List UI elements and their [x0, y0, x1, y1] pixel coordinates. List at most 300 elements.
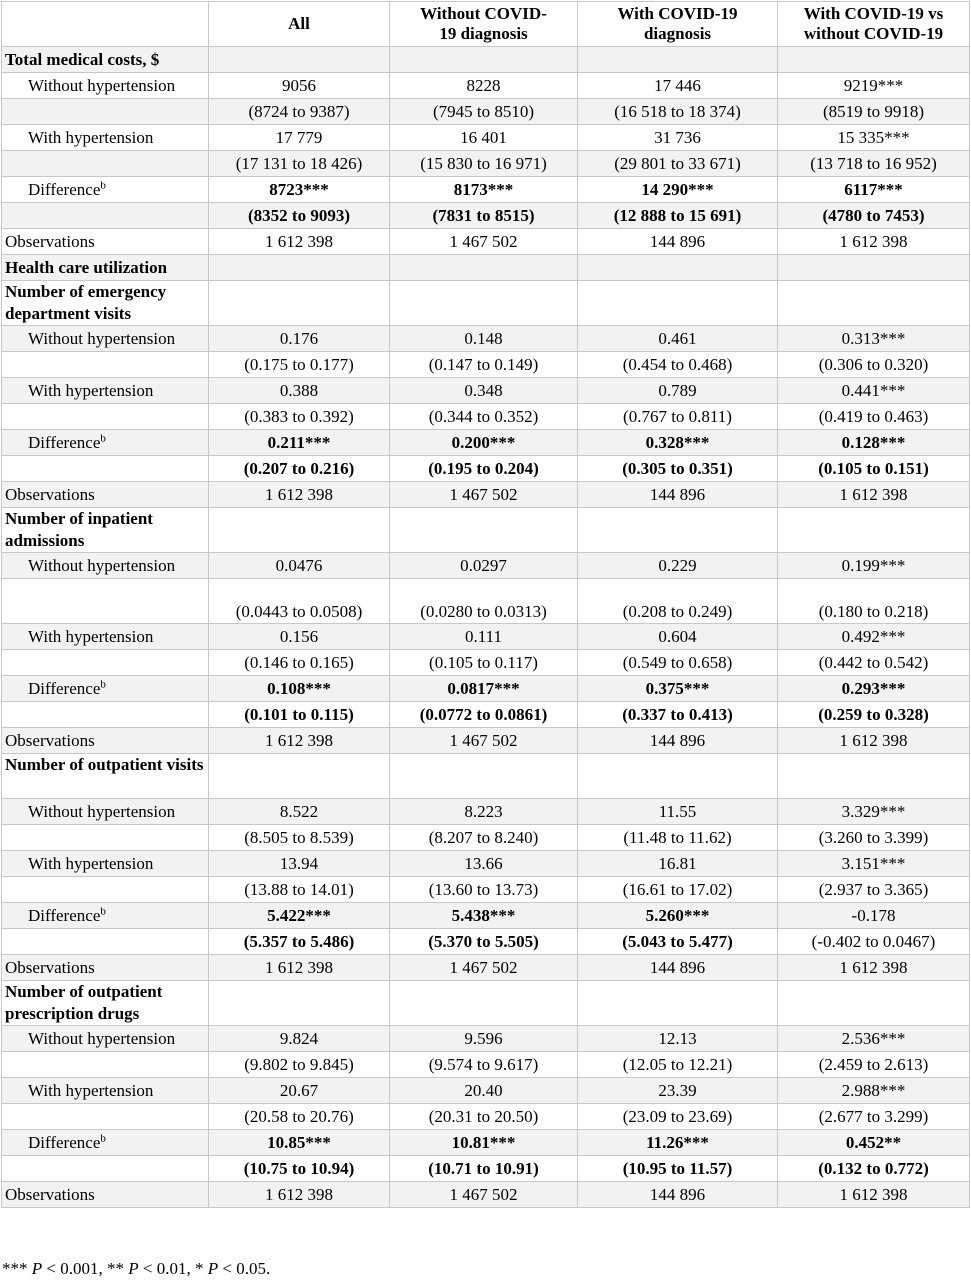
- table-cell: (16.61 to 17.02): [578, 877, 778, 903]
- table-cell: (20.31 to 20.50): [390, 1104, 578, 1130]
- table-row: [2, 728, 970, 754]
- table-cell: (9.802 to 9.845): [209, 1052, 390, 1078]
- empty-cell: [578, 508, 778, 553]
- empty-cell: [578, 754, 778, 799]
- row-label-text: Difference: [28, 1132, 101, 1152]
- table-cell: -0.178: [778, 903, 970, 929]
- table-cell: 0.604: [578, 624, 778, 650]
- table-cell: (8352 to 9093): [209, 203, 390, 229]
- row-label: [2, 702, 209, 728]
- table-cell: 11.26***: [578, 1130, 778, 1156]
- table-cell: 3.329***: [778, 799, 970, 825]
- row-label-text: Observations: [5, 484, 95, 504]
- table-cell: (13 718 to 16 952): [778, 151, 970, 177]
- table-cell: (0.305 to 0.351): [578, 456, 778, 482]
- table-cell: 1 612 398: [778, 229, 970, 255]
- table-cell: 8.522: [209, 799, 390, 825]
- significance-footnote: [2, 1258, 270, 1280]
- footnote-part: < 0.01, *: [138, 1259, 208, 1278]
- table-cell: 1 612 398: [209, 229, 390, 255]
- table-cell: 1 467 502: [390, 728, 578, 754]
- row-label: [2, 1182, 209, 1208]
- table-row: [2, 125, 970, 151]
- row-label: [2, 482, 209, 508]
- table-row: [2, 352, 970, 378]
- table-row: [2, 1026, 970, 1052]
- table-row: [2, 229, 970, 255]
- table-cell: (0.105 to 0.151): [778, 456, 970, 482]
- table-cell: (4780 to 7453): [778, 203, 970, 229]
- table-cell: (0.344 to 0.352): [390, 404, 578, 430]
- table-cell: (0.0772 to 0.0861): [390, 702, 578, 728]
- table-cell: 9219***: [778, 73, 970, 99]
- table-row: [2, 1130, 970, 1156]
- section-row: [2, 754, 970, 799]
- table-cell: (5.370 to 5.505): [390, 929, 578, 955]
- table-cell: 0.0817***: [390, 676, 578, 702]
- header-line: With COVID-19 vs: [803, 4, 944, 23]
- table-row: [2, 903, 970, 929]
- table-row: [2, 1104, 970, 1130]
- table-cell: 0.388: [209, 378, 390, 404]
- table-cell: (0.101 to 0.115): [209, 702, 390, 728]
- row-label: [2, 825, 209, 851]
- table-cell: 0.789: [578, 378, 778, 404]
- row-label-text: Number of emergency department visits: [5, 282, 167, 323]
- table-cell: 0.313***: [778, 326, 970, 352]
- table-cell: 5.422***: [209, 903, 390, 929]
- row-label: [2, 378, 209, 404]
- row-label: [2, 456, 209, 482]
- row-label-text: Number of outpatient prescription drugs: [5, 982, 163, 1023]
- header-line: All: [288, 14, 310, 33]
- table-cell: (0.259 to 0.328): [778, 702, 970, 728]
- table-cell: 2.988***: [778, 1078, 970, 1104]
- table-cell: (8.505 to 8.539): [209, 825, 390, 851]
- table-cell: (0.195 to 0.204): [390, 456, 578, 482]
- table-cell: (0.549 to 0.658): [578, 650, 778, 676]
- table-cell: (-0.402 to 0.0467): [778, 929, 970, 955]
- table-cell: (0.175 to 0.177): [209, 352, 390, 378]
- footnote-marker: b: [100, 1131, 106, 1144]
- table-cell: 1 612 398: [778, 482, 970, 508]
- table-cell: 0.293***: [778, 676, 970, 702]
- table-cell: 2.536***: [778, 1026, 970, 1052]
- table-cell: (10.71 to 10.91): [390, 1156, 578, 1182]
- row-label: [2, 430, 209, 456]
- table-cell: 3.151***: [778, 851, 970, 877]
- row-label-text: Number of outpatient visits: [5, 755, 204, 774]
- row-label-text: Difference: [28, 678, 101, 698]
- table-cell: (8724 to 9387): [209, 99, 390, 125]
- table-cell: 13.94: [209, 851, 390, 877]
- row-label: [2, 1130, 209, 1156]
- table-cell: 1 467 502: [390, 229, 578, 255]
- table-cell: 144 896: [578, 1182, 778, 1208]
- row-label-text: Health care utilization: [5, 257, 168, 277]
- table-cell: 9.596: [390, 1026, 578, 1052]
- table-row: [2, 877, 970, 903]
- row-label: [2, 624, 209, 650]
- table-cell: (17 131 to 18 426): [209, 151, 390, 177]
- footnote-marker: b: [100, 904, 106, 917]
- empty-cell: [778, 754, 970, 799]
- table-cell: (2.677 to 3.299): [778, 1104, 970, 1130]
- table-row: [2, 326, 970, 352]
- table-cell: (0.147 to 0.149): [390, 352, 578, 378]
- row-label: [2, 676, 209, 702]
- table-cell: 1 612 398: [209, 728, 390, 754]
- table-cell: 1 612 398: [778, 728, 970, 754]
- table-row: [2, 799, 970, 825]
- empty-cell: [209, 281, 390, 326]
- table-cell: 0.441***: [778, 378, 970, 404]
- footnote-part: ***: [2, 1259, 32, 1278]
- table-cell: (0.180 to 0.218): [778, 579, 970, 624]
- table-row: [2, 1052, 970, 1078]
- table-row: [2, 825, 970, 851]
- table-cell: 31 736: [578, 125, 778, 151]
- section-label: [2, 47, 209, 73]
- table-cell: (0.383 to 0.392): [209, 404, 390, 430]
- table-row: [2, 482, 970, 508]
- table-cell: (2.459 to 2.613): [778, 1052, 970, 1078]
- table-row: [2, 456, 970, 482]
- empty-cell: [578, 255, 778, 281]
- row-label-text: Total medical costs, $: [5, 49, 160, 69]
- table-cell: 8723***: [209, 177, 390, 203]
- table-row: [2, 851, 970, 877]
- table-cell: 0.452**: [778, 1130, 970, 1156]
- section-label: [2, 281, 209, 326]
- table-row: [2, 203, 970, 229]
- empty-cell: [390, 981, 578, 1026]
- row-label-text: Without hypertension: [28, 801, 176, 821]
- table-cell: 5.438***: [390, 903, 578, 929]
- row-label: [2, 1026, 209, 1052]
- footnote-marker: b: [100, 178, 106, 191]
- empty-cell: [390, 281, 578, 326]
- row-label: [2, 177, 209, 203]
- row-label-text: Observations: [5, 231, 95, 251]
- table-cell: 1 467 502: [390, 482, 578, 508]
- row-label: [2, 1104, 209, 1130]
- row-label-text: With hypertension: [28, 127, 154, 147]
- row-label-text: With hypertension: [28, 853, 154, 873]
- table-cell: (15 830 to 16 971): [390, 151, 578, 177]
- row-label: [2, 1156, 209, 1182]
- table-row: [2, 151, 970, 177]
- row-label: [2, 352, 209, 378]
- row-label-text: Observations: [5, 957, 95, 977]
- row-label-text: With hypertension: [28, 380, 154, 400]
- footnote-part: P: [31, 1259, 43, 1278]
- table-cell: 1 612 398: [209, 955, 390, 981]
- table-cell: (5.357 to 5.486): [209, 929, 390, 955]
- results-table: [1, 1, 970, 1208]
- row-label: [2, 404, 209, 430]
- table-body: [2, 47, 970, 1208]
- table-cell: 1 467 502: [390, 1182, 578, 1208]
- empty-cell: [778, 47, 970, 73]
- table-cell: (20.58 to 20.76): [209, 1104, 390, 1130]
- row-label: [2, 203, 209, 229]
- row-label-text: Number of inpatient admissions: [5, 509, 153, 550]
- table-cell: 9.824: [209, 1026, 390, 1052]
- table-cell: (12 888 to 15 691): [578, 203, 778, 229]
- row-label: [2, 728, 209, 754]
- row-label-text: Without hypertension: [28, 328, 176, 348]
- table-cell: 0.176: [209, 326, 390, 352]
- table-cell: 23.39: [578, 1078, 778, 1104]
- table-cell: (7945 to 8510): [390, 99, 578, 125]
- table-cell: 5.260***: [578, 903, 778, 929]
- empty-cell: [390, 47, 578, 73]
- table-cell: (3.260 to 3.399): [778, 825, 970, 851]
- row-label-text: Difference: [28, 179, 101, 199]
- table-row: [2, 378, 970, 404]
- table-cell: (0.419 to 0.463): [778, 404, 970, 430]
- row-label-text: With hypertension: [28, 1080, 154, 1100]
- table-row: [2, 430, 970, 456]
- empty-cell: [578, 281, 778, 326]
- table-cell: 1 612 398: [778, 1182, 970, 1208]
- table-cell: (8519 to 9918): [778, 99, 970, 125]
- table-cell: (8.207 to 8.240): [390, 825, 578, 851]
- table-cell: 10.85***: [209, 1130, 390, 1156]
- table-cell: 0.148: [390, 326, 578, 352]
- table-row: [2, 1156, 970, 1182]
- row-label: [2, 553, 209, 579]
- table-cell: 1 612 398: [209, 1182, 390, 1208]
- table-cell: 0.211***: [209, 430, 390, 456]
- table-cell: 17 779: [209, 125, 390, 151]
- table-cell: (11.48 to 11.62): [578, 825, 778, 851]
- row-label-text: Without hypertension: [28, 1028, 176, 1048]
- empty-cell: [209, 47, 390, 73]
- table-cell: 6117***: [778, 177, 970, 203]
- section-label: [2, 754, 209, 799]
- table-cell: 0.0476: [209, 553, 390, 579]
- footnote-marker: b: [100, 677, 106, 690]
- table-cell: 0.200***: [390, 430, 578, 456]
- table-cell: 12.13: [578, 1026, 778, 1052]
- table-cell: 0.108***: [209, 676, 390, 702]
- table-cell: (0.454 to 0.468): [578, 352, 778, 378]
- row-label: [2, 73, 209, 99]
- table-cell: 0.492***: [778, 624, 970, 650]
- footnote-part: P: [128, 1259, 139, 1278]
- section-row: [2, 255, 970, 281]
- table-row: [2, 553, 970, 579]
- empty-cell: [390, 508, 578, 553]
- table-cell: 144 896: [578, 229, 778, 255]
- table-row: [2, 624, 970, 650]
- table-cell: 8173***: [390, 177, 578, 203]
- table-cell: 0.229: [578, 553, 778, 579]
- empty-cell: [778, 981, 970, 1026]
- table-cell: 0.128***: [778, 430, 970, 456]
- header-line: Without COVID-: [420, 4, 547, 23]
- table-cell: (0.208 to 0.249): [578, 579, 778, 624]
- empty-cell: [778, 508, 970, 553]
- table-cell: (0.0280 to 0.0313): [390, 579, 578, 624]
- empty-cell: [209, 508, 390, 553]
- row-label: [2, 99, 209, 125]
- header-cell-comparison: [778, 2, 970, 47]
- row-label-text: Observations: [5, 1184, 95, 1204]
- row-label-text: With hypertension: [28, 626, 154, 646]
- table-cell: 144 896: [578, 728, 778, 754]
- header-line: without COVID-19: [803, 24, 944, 43]
- row-label-text: Difference: [28, 432, 101, 452]
- row-label: [2, 125, 209, 151]
- header-row: [2, 2, 970, 47]
- table-cell: 1 467 502: [390, 955, 578, 981]
- table-cell: (0.306 to 0.320): [778, 352, 970, 378]
- row-label: [2, 929, 209, 955]
- table-cell: 0.0297: [390, 553, 578, 579]
- table-cell: (0.105 to 0.117): [390, 650, 578, 676]
- table-cell: 144 896: [578, 482, 778, 508]
- table-cell: (0.337 to 0.413): [578, 702, 778, 728]
- section-label: [2, 508, 209, 553]
- empty-cell: [209, 754, 390, 799]
- table-cell: 1 612 398: [209, 482, 390, 508]
- table-row: [2, 73, 970, 99]
- row-label: [2, 650, 209, 676]
- header-line: With COVID-19: [617, 4, 738, 23]
- table-cell: (29 801 to 33 671): [578, 151, 778, 177]
- table-cell: 10.81***: [390, 1130, 578, 1156]
- table-cell: (13.88 to 14.01): [209, 877, 390, 903]
- table-cell: 15 335***: [778, 125, 970, 151]
- table-cell: 11.55: [578, 799, 778, 825]
- table-cell: 0.156: [209, 624, 390, 650]
- header-line: diagnosis: [643, 24, 712, 43]
- row-label-text: Without hypertension: [28, 555, 176, 575]
- table-cell: 0.328***: [578, 430, 778, 456]
- footnote-part: P: [207, 1259, 219, 1278]
- row-label: [2, 326, 209, 352]
- empty-cell: [778, 255, 970, 281]
- row-label-text: Difference: [28, 905, 101, 925]
- table-cell: (10.95 to 11.57): [578, 1156, 778, 1182]
- table-cell: 8228: [390, 73, 578, 99]
- table-row: [2, 579, 970, 624]
- table-cell: 0.375***: [578, 676, 778, 702]
- row-label: [2, 579, 209, 624]
- row-label: [2, 151, 209, 177]
- section-row: [2, 281, 970, 326]
- table-row: [2, 404, 970, 430]
- section-label: [2, 981, 209, 1026]
- table-row: [2, 702, 970, 728]
- row-label: [2, 903, 209, 929]
- table-cell: 16.81: [578, 851, 778, 877]
- table-row: [2, 955, 970, 981]
- table-cell: (2.937 to 3.365): [778, 877, 970, 903]
- row-label: [2, 229, 209, 255]
- empty-cell: [390, 754, 578, 799]
- table-cell: 0.348: [390, 378, 578, 404]
- table-cell: (0.0443 to 0.0508): [209, 579, 390, 624]
- empty-cell: [578, 47, 778, 73]
- table-cell: (0.207 to 0.216): [209, 456, 390, 482]
- header-cell-blank: [2, 2, 209, 47]
- table-cell: 20.40: [390, 1078, 578, 1104]
- table-row: [2, 929, 970, 955]
- table-cell: 9056: [209, 73, 390, 99]
- table-cell: (9.574 to 9.617): [390, 1052, 578, 1078]
- empty-cell: [390, 255, 578, 281]
- header-cell-with-covid: [578, 2, 778, 47]
- table-cell: 0.199***: [778, 553, 970, 579]
- empty-cell: [578, 981, 778, 1026]
- table-cell: 16 401: [390, 125, 578, 151]
- table-cell: (0.146 to 0.165): [209, 650, 390, 676]
- table-cell: (0.442 to 0.542): [778, 650, 970, 676]
- table-cell: 20.67: [209, 1078, 390, 1104]
- table-row: [2, 177, 970, 203]
- row-label: [2, 799, 209, 825]
- row-label: [2, 1052, 209, 1078]
- header-line: 19 diagnosis: [439, 24, 528, 43]
- empty-cell: [209, 255, 390, 281]
- table-cell: 1 612 398: [778, 955, 970, 981]
- footnote-marker: b: [100, 431, 106, 444]
- table-row: [2, 676, 970, 702]
- table-cell: (0.132 to 0.772): [778, 1156, 970, 1182]
- table-cell: (0.767 to 0.811): [578, 404, 778, 430]
- header-cell-all: [209, 2, 390, 47]
- section-label: [2, 255, 209, 281]
- table-cell: (12.05 to 12.21): [578, 1052, 778, 1078]
- row-label-text: Observations: [5, 730, 95, 750]
- table-cell: (23.09 to 23.69): [578, 1104, 778, 1130]
- table-row: [2, 1182, 970, 1208]
- table-cell: 8.223: [390, 799, 578, 825]
- table-cell: 0.111: [390, 624, 578, 650]
- table-cell: 0.461: [578, 326, 778, 352]
- row-label: [2, 877, 209, 903]
- section-row: [2, 981, 970, 1026]
- table-cell: 14 290***: [578, 177, 778, 203]
- row-label: [2, 851, 209, 877]
- footnote-part: < 0.05.: [218, 1259, 271, 1278]
- header-cell-without-covid: [390, 2, 578, 47]
- table-cell: (5.043 to 5.477): [578, 929, 778, 955]
- row-label-text: Without hypertension: [28, 75, 176, 95]
- empty-cell: [778, 281, 970, 326]
- empty-cell: [209, 981, 390, 1026]
- row-label: [2, 955, 209, 981]
- table-cell: (7831 to 8515): [390, 203, 578, 229]
- table-header: [2, 2, 970, 47]
- table-cell: (16 518 to 18 374): [578, 99, 778, 125]
- table-row: [2, 650, 970, 676]
- table-cell: 13.66: [390, 851, 578, 877]
- table-cell: (10.75 to 10.94): [209, 1156, 390, 1182]
- table-cell: (13.60 to 13.73): [390, 877, 578, 903]
- row-label: [2, 1078, 209, 1104]
- footnote-part: < 0.001, **: [42, 1259, 129, 1278]
- section-row: [2, 508, 970, 553]
- table-row: [2, 99, 970, 125]
- table-cell: 144 896: [578, 955, 778, 981]
- table-cell: 17 446: [578, 73, 778, 99]
- section-row: [2, 47, 970, 73]
